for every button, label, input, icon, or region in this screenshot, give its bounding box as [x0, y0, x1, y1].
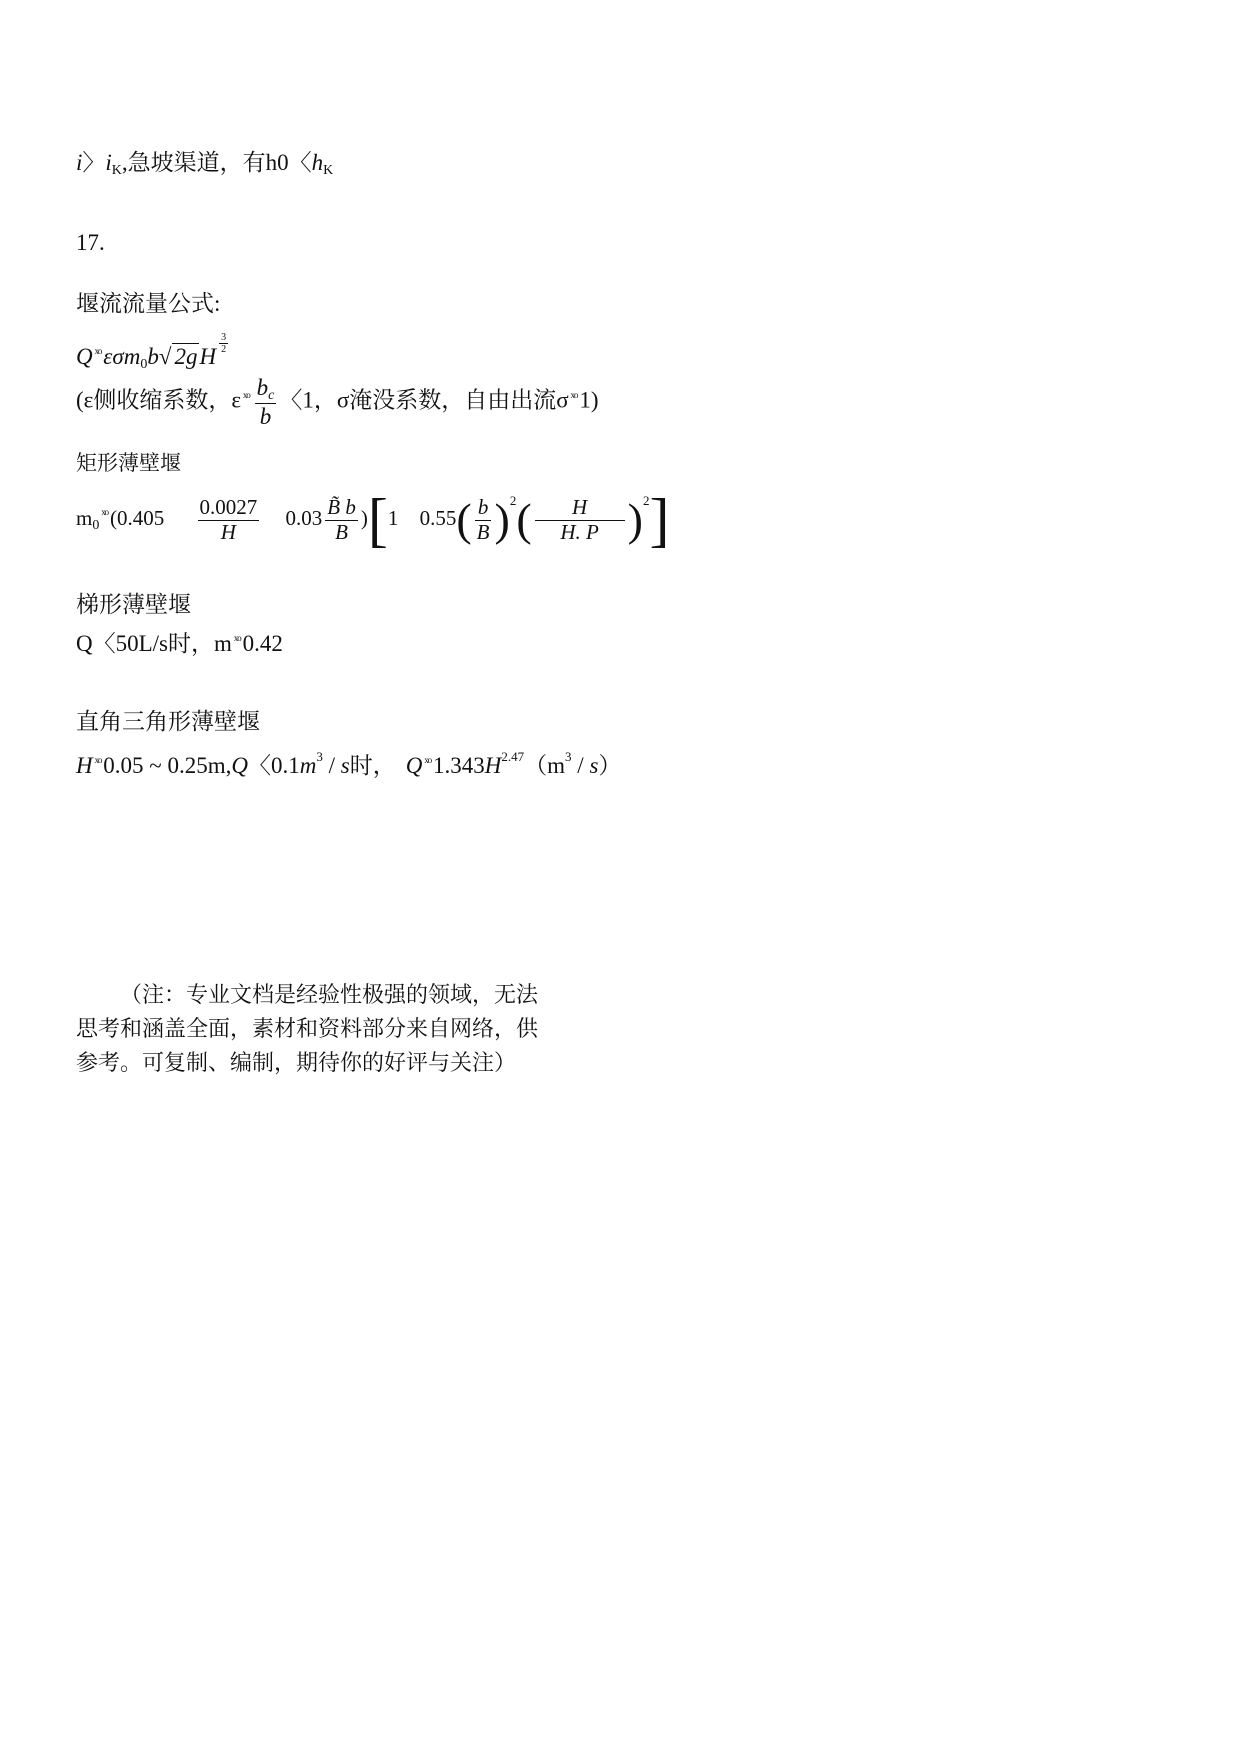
tri-unit-exp: 3	[316, 749, 323, 764]
rectangular-weir-formula	[76, 487, 670, 553]
m-subscript: 0	[140, 357, 148, 372]
slope-text: ,急坡渠道，有	[121, 150, 266, 175]
formula-coefs: εσm	[103, 344, 141, 369]
fraction-0027-over-h	[198, 496, 260, 543]
fraction-b-over-b	[475, 496, 492, 543]
frac-num-b: b	[256, 375, 269, 400]
term-0405: (0.405	[110, 505, 165, 530]
tri-h2: H	[484, 753, 502, 778]
term-one: 1	[387, 505, 399, 530]
tri-result-unit-exp: 3	[565, 749, 572, 764]
left-square-bracket: [	[367, 487, 388, 553]
right-paren-large-2: )	[627, 494, 643, 545]
weir-flow-formula: Q $^{ˣᵒ}$εσm$_0$b√ 2gH $\frac{3}{2}$	[76, 332, 227, 372]
left-paren-large-2: (	[516, 494, 532, 545]
normal-depth: h0	[265, 150, 289, 175]
free-flow-value: 1)	[579, 387, 599, 413]
note-line-1: （注：专业文档是经验性极强的领域，无法	[120, 982, 539, 1007]
coefficient-definition-line	[76, 375, 599, 430]
approx-glyph: ˣᵒ	[94, 755, 102, 771]
tri-coef: 1.343	[433, 753, 485, 778]
formula-b: b	[147, 344, 159, 369]
frac3-num: b	[475, 496, 492, 520]
tri-head-range: 0.05 ~ 0.25m,	[103, 753, 232, 778]
tri-unit-m: m	[299, 753, 317, 778]
tri-when: 时，	[349, 753, 396, 778]
triangular-weir-title: 直角三角形薄壁堰	[76, 709, 260, 734]
critical-slope-sub: K	[111, 163, 122, 178]
exp4: 2	[642, 492, 650, 508]
exp-den: 2	[221, 344, 227, 355]
fraction-b-minus-b-over-b	[325, 496, 358, 543]
sqrt-2g: 2g	[174, 344, 198, 369]
left-paren-large: (	[456, 494, 472, 545]
approx-glyph-2: ˣᵒ	[424, 755, 432, 771]
fraction-h-over-h-plus-p	[535, 496, 625, 543]
exponent-three-halves	[219, 332, 228, 355]
coef-m-sub: 0	[92, 517, 100, 533]
tri-q2: Q	[405, 753, 423, 778]
approx-glyph: ˣᵒ	[242, 389, 250, 406]
approx-glyph: ˣᵒ	[101, 506, 109, 523]
submergence-coef-text: 〈1，σ淹没系数，自由出流σ	[279, 387, 569, 413]
frac3-den: B	[476, 519, 490, 544]
tri-slash: /	[322, 753, 341, 778]
frac4-num: H	[535, 496, 625, 520]
frac4-den: H. P	[560, 519, 599, 544]
exp3: 2	[509, 492, 517, 508]
right-square-bracket: ]	[649, 487, 670, 553]
formula-h: H	[199, 344, 217, 369]
approx-glyph: ˣᵒ	[233, 633, 241, 649]
tri-result-close: ）	[598, 753, 622, 778]
frac-den-b: b	[259, 404, 272, 430]
frac1-num: 0.0027	[199, 495, 258, 520]
bc-over-b-fraction	[255, 375, 277, 430]
contraction-coef-text: (ε侧收缩系数，ε	[76, 387, 241, 413]
trap-condition: Q〈50L/s时，m	[76, 631, 232, 656]
lt-sign: 〈	[288, 150, 312, 175]
tri-q: Q	[231, 753, 249, 778]
note-line-2: 思考和涵盖全面，素材和资料部分来自网络，供	[76, 1016, 539, 1041]
approx-glyph-2: ˣᵒ	[570, 389, 578, 406]
term-055: 0.55	[419, 505, 457, 530]
tri-exp: 2.47	[501, 749, 525, 764]
critical-slope-base: i	[105, 150, 112, 175]
note-line-3: 参考。可复制、编制，期待你的好评与关注）	[76, 1050, 517, 1075]
right-paren-large: )	[494, 494, 510, 545]
exp-num: 3	[221, 332, 227, 343]
critical-depth-base: h	[311, 150, 324, 175]
frac-num-sub-c: c	[268, 388, 275, 403]
approx-glyph: ˣᵒ	[94, 346, 102, 362]
slope-i: i	[76, 150, 83, 175]
frac1-den: H	[220, 519, 236, 544]
tri-result-unit-m: （m	[524, 753, 566, 778]
gt-sign: 〉	[82, 150, 106, 175]
trapezoidal-weir-title: 梯形薄壁堰	[76, 592, 191, 617]
close-paren: )	[360, 505, 368, 530]
frac2-den: B	[335, 519, 348, 544]
tri-result-slash: /	[571, 753, 590, 778]
rectangular-weir-title: 矩形薄壁堰	[76, 451, 181, 475]
formula-q: Q	[76, 344, 93, 369]
tri-h: H	[76, 753, 93, 778]
weir-flow-title: 堰流流量公式:	[76, 291, 221, 316]
triangular-weir-formula	[76, 750, 621, 777]
tri-unit-s: s	[340, 753, 350, 778]
coef-m: m	[76, 505, 93, 530]
slope-condition-line	[76, 151, 333, 178]
trapezoidal-weir-formula	[76, 632, 283, 655]
critical-depth-sub: K	[323, 163, 334, 178]
tri-result-unit-s: s	[589, 753, 599, 778]
trap-m-value: 0.42	[242, 631, 283, 656]
term-003: 0.03	[285, 505, 323, 530]
frac2-num: B̃ b	[327, 495, 356, 520]
disclaimer-note	[76, 978, 616, 1080]
item-number: 17.	[76, 230, 105, 255]
tri-flow-limit: 〈0.1	[248, 753, 300, 778]
